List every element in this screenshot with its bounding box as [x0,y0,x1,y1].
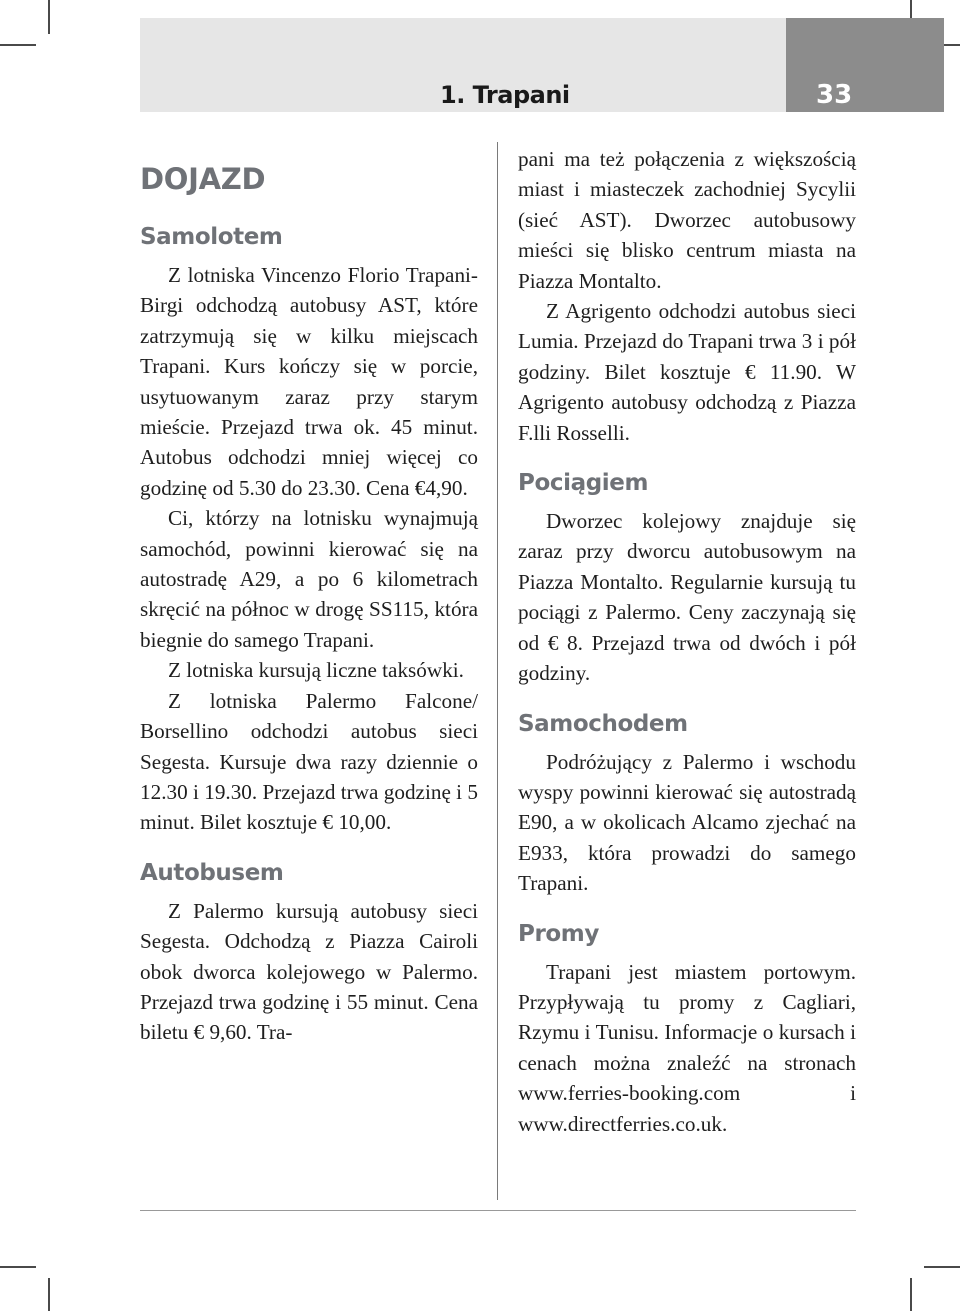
footer-rule [140,1210,856,1211]
paragraph: Trapani jest miastem portowym. Przypływają tu promy z Cagliari, Rzymu i Tunisu. Informacje o kursach i cenach można znaleźć na stronach www.ferries-booking.com i www.directferries.co.uk. [518,959,856,1136]
section-heading-car: Samochodem [518,710,688,737]
section-heading-bus: Autobusem [140,859,284,886]
left-column [140,160,478,1048]
chapter-title: 1. Trapani [440,81,570,109]
crop-mark [910,1278,912,1311]
crop-mark [48,1278,50,1311]
paragraph: Z lotniska Vincenzo Florio Trapani-Birgi odchodzą autobusy AST, które zatrzymują się w kilku miejscach Trapani. Kurs kończy się w porcie, usytuowanym zaraz przy starym mieście. Przejazd trwa ok. 45 minut. Autobus odchodzi mniej więcej co godzinę od 5.30 do 23.30. Cena €4,90. [140,263,478,500]
crop-mark [0,1266,36,1268]
paragraph: Podróżujący z Palermo i wschodu wyspy powinni kierować się autostradą E90, a w okolicach Alcamo zjechać na E933, która prowadzi do samego Trapani. [518,749,856,896]
page-number: 33 [816,80,853,110]
main-heading: DOJAZD [140,162,266,196]
paragraph: Ci, którzy na lotnisku wynajmują samochód, powinni kierować się na autostradę A29, a po 6 kilometrach skręcić na północ w drogę SS115, która biegnie do samego Trapani. [140,506,478,652]
paragraph: Z Agrigento odchodzi autobus sieci Lumia. Przejazd do Trapani trwa 3 i pół godziny. Bilet kosztuje € 11.90. W Agrigento autobusy odchodzą z Piazza F.lli Rosselli. [518,299,856,445]
section-heading-train: Pociągiem [518,470,649,497]
paragraph-continuation: pani ma też połączenia z większością miast i miasteczek zachodniej Sycylii (sieć AST). Dworzec autobusowy mieści się blisko centrum miasta na Piazza Montalto. [518,147,856,293]
right-column [518,144,856,1139]
paragraph: Z lotniska Palermo Falcone/ Borsellino odchodzi autobus sieci Segesta. Kursuje dwa razy dziennie o 12.30 i 19.30. Przejazd trwa godzinę i 5 minut. Bilet kosztuje € 10,00. [140,688,478,835]
paragraph: Z Palermo kursują autobusy sieci Segesta. Odchodzą z Piazza Cairoli obok dworca kolejowego w Palermo. Przejazd trwa godzinę i 55 minut. Cena biletu € 9,60. Tra- [140,898,478,1045]
crop-mark [924,1266,960,1268]
crop-mark [48,0,50,34]
paragraph: Z lotniska kursują liczne taksówki. [168,658,464,683]
column-divider [497,142,498,1200]
section-heading-ferries: Promy [518,920,599,947]
crop-mark [0,44,36,46]
section-heading-plane: Samolotem [140,224,283,250]
paragraph: Dworzec kolejowy znajduje się zaraz przy dworcu autobusowym na Piazza Montalto. Regularnie kursują tu pociągi z Palermo. Ceny zaczynają się od € 8. Przejazd trwa od dwóch i pół godziny. [518,509,856,686]
